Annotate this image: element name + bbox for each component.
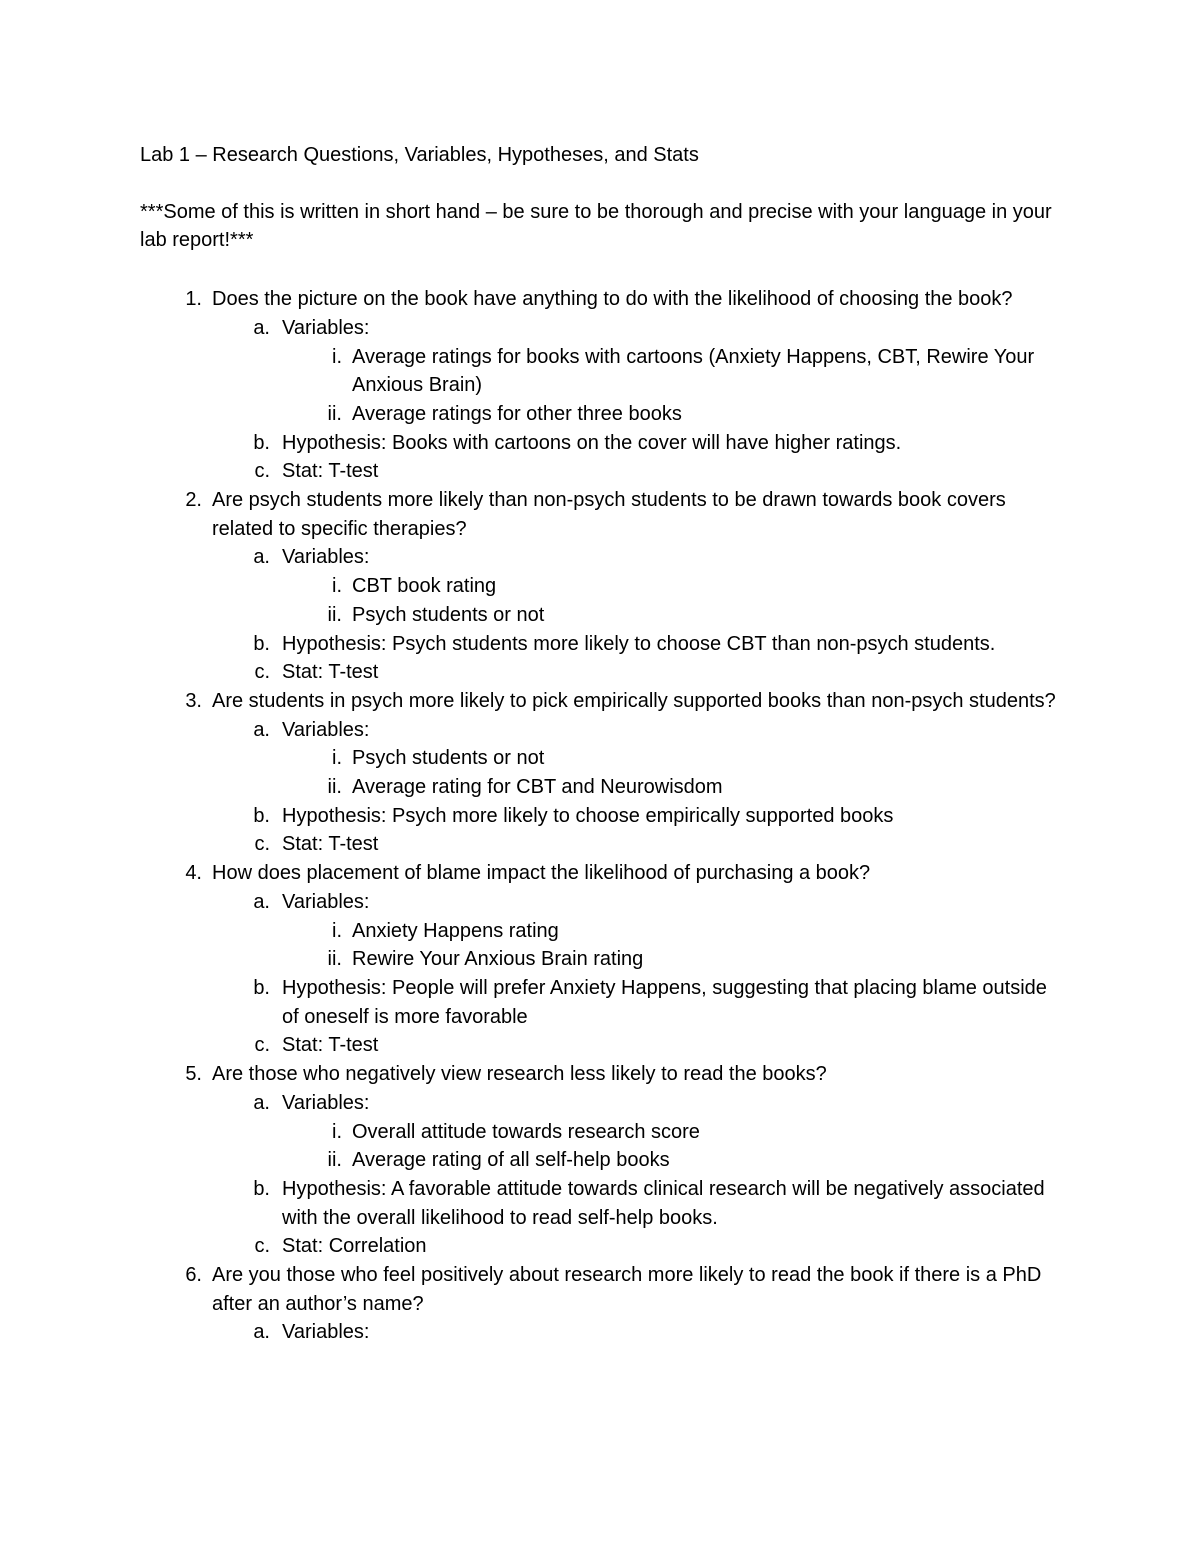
question-text: Are students in psych more likely to pick empirically supported books than non-psych students?: [212, 689, 1056, 712]
variable-text: Average rating for CBT and Neurowisdom: [352, 776, 723, 799]
question-number: 6.: [185, 1264, 202, 1287]
detail-letter: b.: [253, 976, 270, 999]
variable-item: [282, 773, 1060, 802]
detail-item: [212, 974, 1060, 1031]
variable-item: [282, 400, 1060, 429]
variable-item: [282, 343, 1060, 400]
question-text: Does the picture on the book have anything to do with the likelihood of choosing the book?: [212, 288, 1013, 311]
question-number: 5.: [185, 1063, 202, 1086]
question-number: 3.: [185, 689, 202, 712]
detail-letter: a.: [253, 316, 270, 339]
variable-item: [282, 1118, 1060, 1147]
detail-text: Variables:: [282, 1091, 370, 1114]
variable-list: [282, 572, 1060, 629]
question-item: [140, 486, 1060, 687]
variable-item: [282, 572, 1060, 601]
variable-numeral: i.: [332, 345, 342, 368]
detail-letter: c.: [254, 833, 270, 856]
detail-item: [212, 802, 1060, 831]
detail-text: Variables:: [282, 890, 370, 913]
detail-text: Stat: Correlation: [282, 1235, 427, 1258]
detail-letter: a.: [253, 890, 270, 913]
detail-letter: b.: [253, 431, 270, 454]
detail-text: Variables:: [282, 1321, 370, 1344]
detail-letter: c.: [254, 460, 270, 483]
detail-letter: b.: [253, 1177, 270, 1200]
question-list: [140, 285, 1060, 1347]
detail-text: Stat: T-test: [282, 661, 379, 684]
detail-letter: a.: [253, 718, 270, 741]
variable-item: [282, 1146, 1060, 1175]
question-text: Are those who negatively view research less likely to read the books?: [212, 1063, 827, 1086]
variable-text: Psych students or not: [352, 747, 545, 770]
variable-list: [282, 744, 1060, 801]
question-text: Are you those who feel positively about research more likely to read the book if there is a PhD after an author’s name?: [212, 1264, 1042, 1315]
detail-item: [212, 429, 1060, 458]
detail-letter: c.: [254, 661, 270, 684]
detail-item: [212, 543, 1060, 629]
variable-text: Anxiety Happens rating: [352, 919, 559, 942]
variable-text: CBT book rating: [352, 575, 497, 598]
question-number: 4.: [185, 862, 202, 885]
detail-text: Hypothesis: Books with cartoons on the cover will have higher ratings.: [282, 431, 902, 454]
question-text: Are psych students more likely than non-psych students to be drawn towards book covers related to specific therapies?: [212, 489, 1006, 540]
detail-item: [212, 1175, 1060, 1232]
detail-letter: b.: [253, 632, 270, 655]
variable-text: Average ratings for books with cartoons (Anxiety Happens, CBT, Rewire Your Anxious Brain): [352, 345, 1035, 397]
detail-text: Variables:: [282, 316, 370, 339]
variable-numeral: i.: [332, 919, 342, 942]
question-number: 2.: [185, 489, 202, 512]
detail-text: Hypothesis: Psych students more likely to choose CBT than non-psych students.: [282, 632, 996, 655]
document-title: Lab 1 – Research Questions, Variables, Hypotheses, and Stats: [140, 144, 699, 166]
variable-item: [282, 744, 1060, 773]
detail-letter: c.: [254, 1034, 270, 1057]
variable-numeral: i.: [332, 1120, 342, 1143]
detail-letter: a.: [253, 1091, 270, 1114]
variable-text: Average rating of all self-help books: [352, 1149, 670, 1172]
variable-numeral: ii.: [327, 402, 342, 425]
detail-text: Hypothesis: Psych more likely to choose empirically supported books: [282, 804, 894, 827]
detail-item: [212, 1232, 1060, 1261]
detail-letter: b.: [253, 804, 270, 827]
variable-list: [282, 1118, 1060, 1175]
detail-text: Variables:: [282, 718, 370, 741]
question-item: [140, 285, 1060, 486]
question-detail-list: [212, 1318, 1060, 1347]
question-item: [140, 1060, 1060, 1261]
question-item: [140, 859, 1060, 1060]
question-detail-list: [212, 888, 1060, 1060]
detail-item: [212, 1089, 1060, 1175]
detail-letter: c.: [254, 1235, 270, 1258]
detail-text: Stat: T-test: [282, 460, 379, 483]
detail-item: [212, 716, 1060, 802]
detail-item: [212, 457, 1060, 486]
detail-item: [212, 658, 1060, 687]
detail-item: [212, 888, 1060, 974]
question-detail-list: [212, 314, 1060, 486]
variable-numeral: ii.: [327, 603, 342, 626]
detail-item: [212, 314, 1060, 429]
variable-numeral: i.: [332, 747, 342, 770]
document-note: ***Some of this is written in short hand – be sure to be thorough and precise with your language in your lab report!***: [140, 200, 1052, 252]
variable-text: Overall attitude towards research score: [352, 1120, 700, 1143]
variable-numeral: ii.: [327, 776, 342, 799]
detail-text: Stat: T-test: [282, 833, 379, 856]
detail-item: [212, 1318, 1060, 1347]
detail-item: [212, 630, 1060, 659]
detail-text: Hypothesis: People will prefer Anxiety Happens, suggesting that placing blame outside of oneself is more favorable: [282, 976, 1047, 1028]
variable-numeral: i.: [332, 575, 342, 598]
question-item: [140, 687, 1060, 859]
detail-text: Variables:: [282, 546, 370, 569]
detail-text: Hypothesis: A favorable attitude towards clinical research will be negatively associated with the overall likelihood to read self-help books.: [282, 1177, 1045, 1229]
detail-item: [212, 1031, 1060, 1060]
detail-text: Stat: T-test: [282, 1034, 379, 1057]
question-detail-list: [212, 716, 1060, 860]
variable-numeral: ii.: [327, 1149, 342, 1172]
variable-item: [282, 945, 1060, 974]
variable-text: Rewire Your Anxious Brain rating: [352, 948, 644, 971]
variable-text: Psych students or not: [352, 603, 545, 626]
detail-item: [212, 830, 1060, 859]
question-number: 1.: [185, 288, 202, 311]
question-detail-list: [212, 1089, 1060, 1261]
detail-letter: a.: [253, 546, 270, 569]
document-page: [140, 141, 1060, 1347]
question-item: [140, 1261, 1060, 1347]
variable-item: [282, 601, 1060, 630]
variable-numeral: ii.: [327, 948, 342, 971]
detail-letter: a.: [253, 1321, 270, 1344]
question-detail-list: [212, 543, 1060, 687]
variable-list: [282, 343, 1060, 429]
variable-list: [282, 917, 1060, 974]
question-text: How does placement of blame impact the likelihood of purchasing a book?: [212, 862, 871, 885]
variable-item: [282, 917, 1060, 946]
variable-text: Average ratings for other three books: [352, 402, 682, 425]
